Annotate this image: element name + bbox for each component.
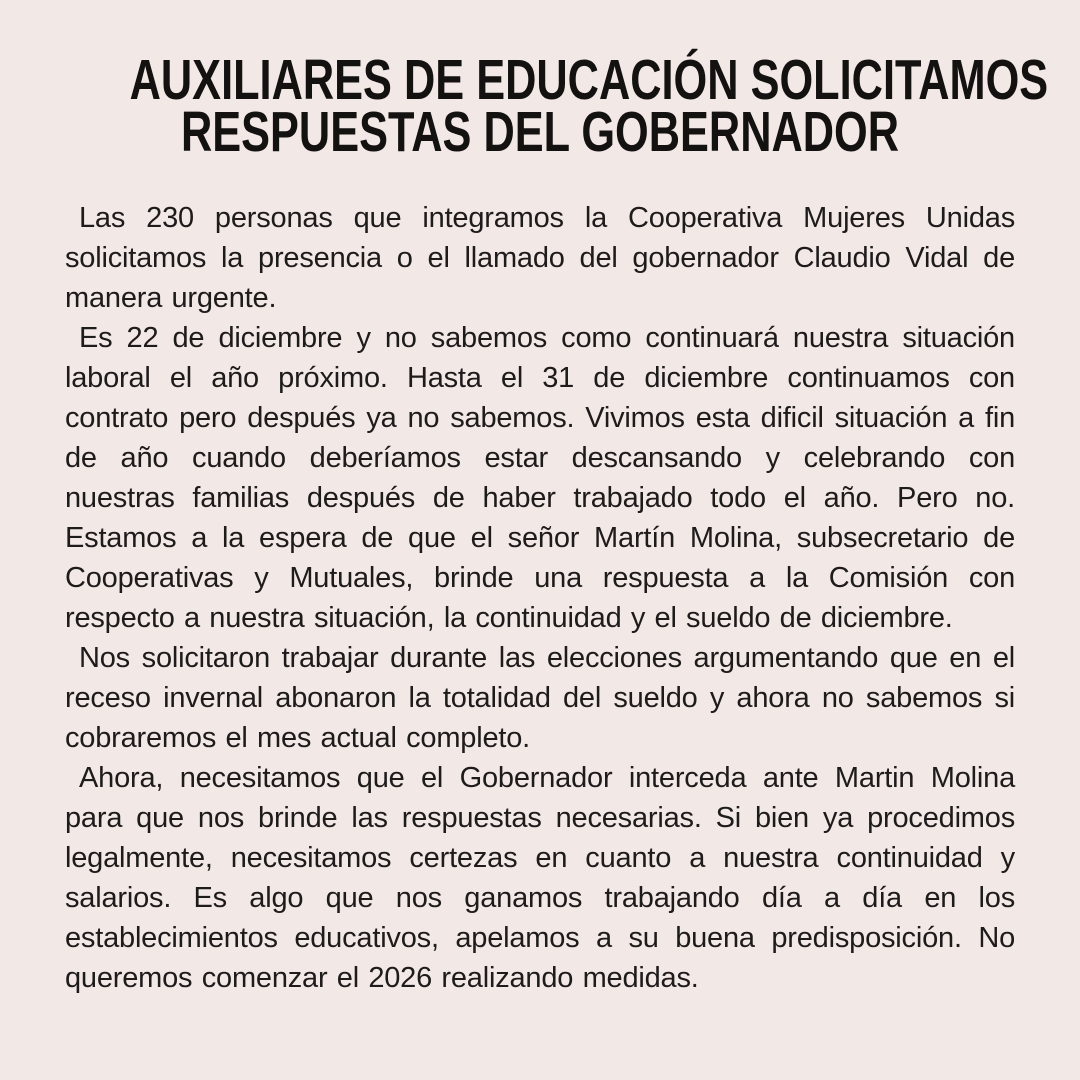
paragraph-3: Nos solicitaron trabajar durante las elecciones argumentando que en el receso invernal abonaron la totalidad del sueldo y ahora no sabemos si cobraremos el mes actual completo. <box>65 642 1015 754</box>
page-title <box>129 48 1049 164</box>
headline-line-1: AUXILIARES DE EDUCACIÓN SOLICITAMOS <box>129 48 1049 112</box>
paragraph-4: Ahora, necesitamos que el Gobernador interceda ante Martin Molina para que nos brinde las respuestas necesarias. Si bien ya procedimos legalmente, necesitamos certezas en cuanto a nuestra continuidad y salarios. Es algo que nos ganamos trabajando día a día en los establecimientos educativos, apelamos a su buena predisposición. No queremos comenzar el 2026 realizando medidas. <box>65 762 1015 994</box>
paragraph-1: Las 230 personas que integramos la Cooperativa Mujeres Unidas solicitamos la presencia o el llamado del gobernador Claudio Vidal de manera urgente. <box>65 202 1015 314</box>
announcement-body <box>65 198 1015 998</box>
paragraph-2: Es 22 de diciembre y no sabemos como continuará nuestra situación laboral el año próximo. Hasta el 31 de diciembre continuamos con contrato pero después ya no sabemos. Vivimos esta dificil situación a fin de año cuando deberíamos estar descansando y celebrando con nuestras familias después de haber trabajado todo el año. Pero no. Estamos a la espera de que el señor Martín Molina, subsecretario de Cooperativas y Mutuales, brinde una respuesta a la Comisión con respecto a nuestra situación, la continuidad y el sueldo de diciembre. <box>65 322 1015 634</box>
headline-line-2: RESPUESTAS DEL GOBERNADOR <box>180 100 900 164</box>
